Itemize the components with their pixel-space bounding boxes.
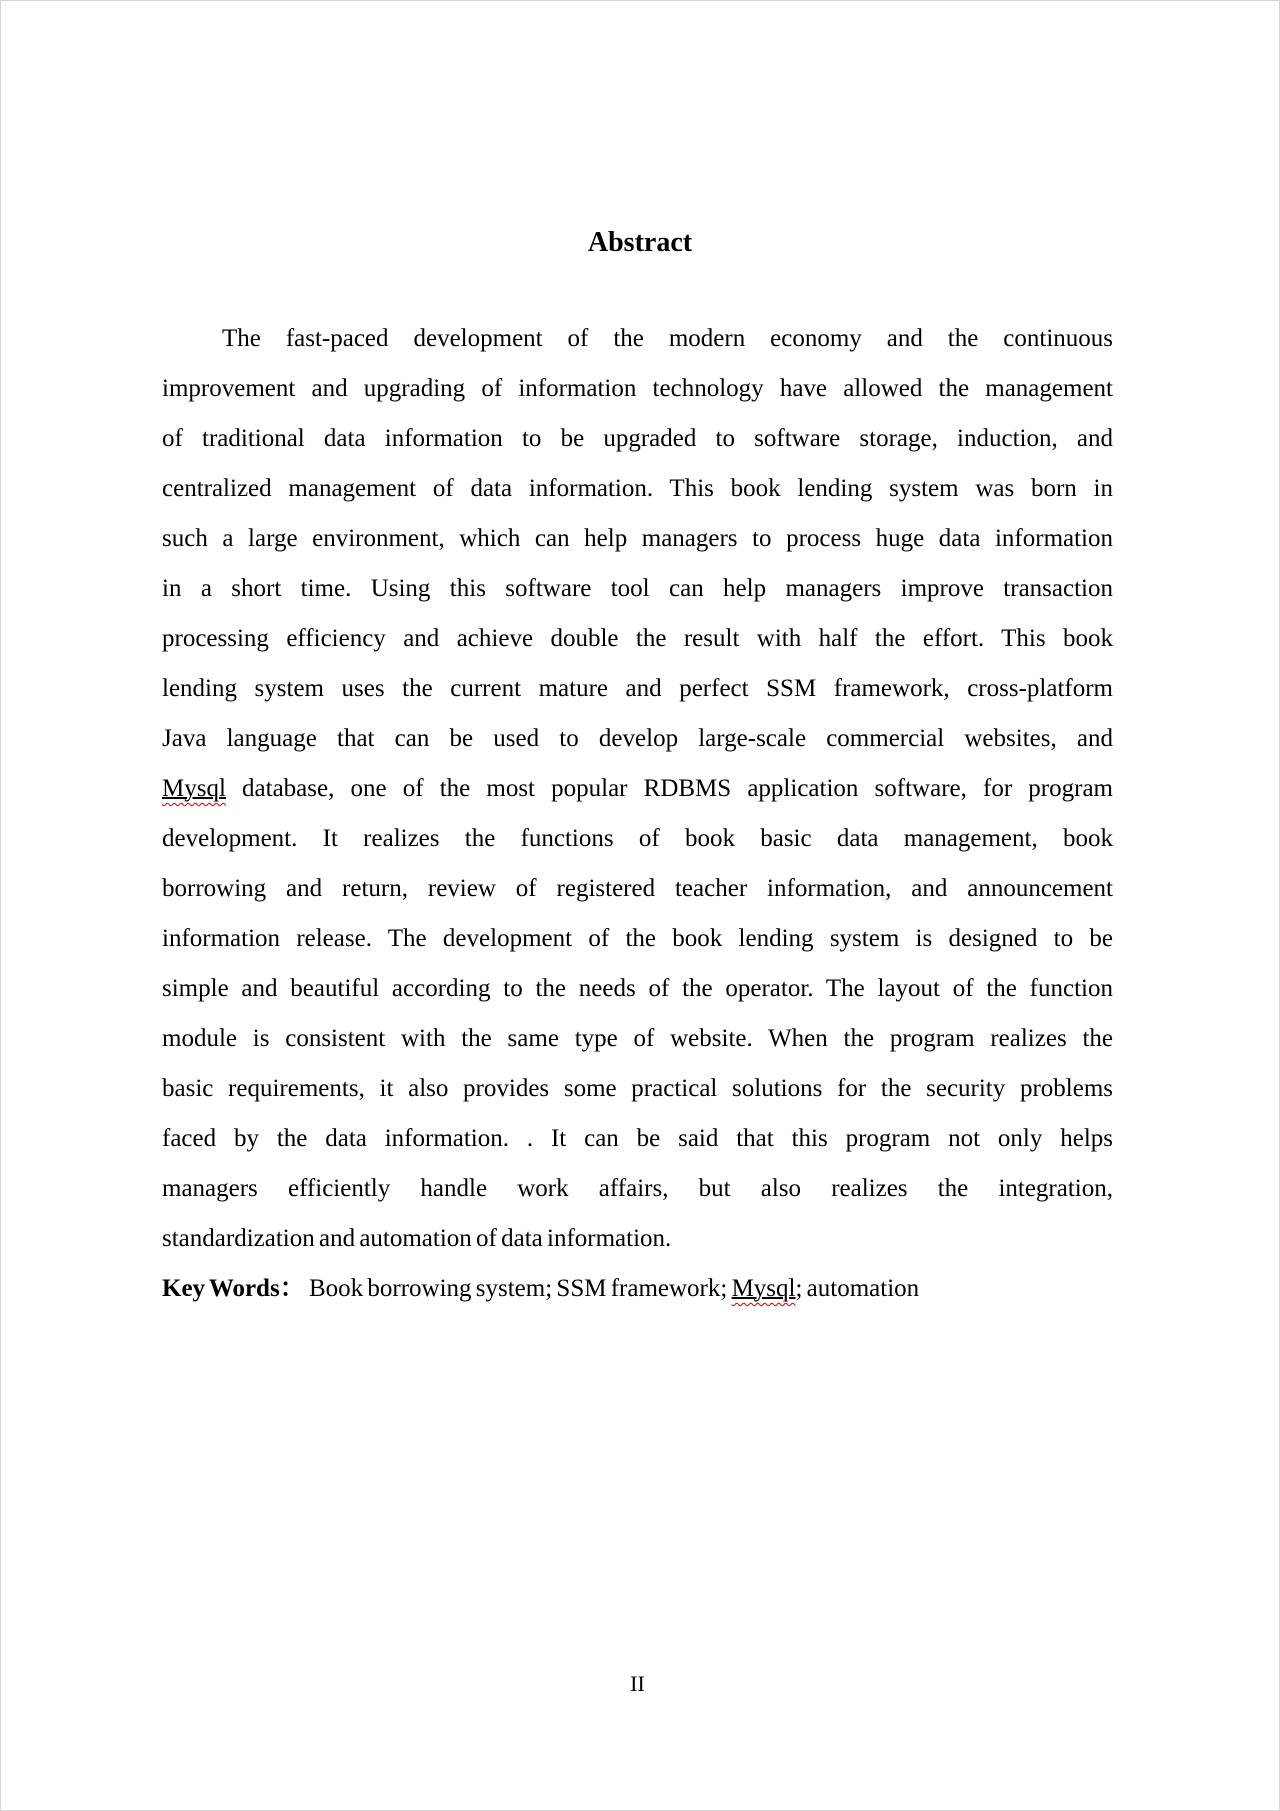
keywords-label: Key Words： — [162, 1275, 305, 1302]
abstract-line: simple and beautiful according to the needs of the operator. The layout of the function — [162, 975, 1113, 1002]
abstract-line: improvement and upgrading of information technology have allowed the management — [162, 375, 1113, 402]
abstract-line: faced by the data information. . It can be said that this program not only helps — [162, 1125, 1113, 1152]
abstract-line: basic requirements, it also provides some practical solutions for the security problems — [162, 1075, 1113, 1102]
abstract-line: processing efficiency and achieve double the result with half the effort. This book — [162, 625, 1113, 652]
spellcheck-squiggle: Mysql — [162, 775, 226, 802]
abstract-line: of traditional data information to be upgraded to software storage, induction, and — [162, 425, 1113, 452]
abstract-line: in a short time. Using this software tool can help managers improve transaction — [162, 575, 1113, 602]
abstract-line: development. It realizes the functions of book basic data management, book — [162, 825, 1113, 852]
abstract-line: information release. The development of the book lending system is designed to be — [162, 925, 1113, 952]
abstract-line: standardization and automation of data information. — [162, 1225, 672, 1252]
abstract-line: The fast-paced development of the modern economy and the continuous — [222, 325, 1113, 352]
abstract-line: managers efficiently handle work affairs, but also realizes the integration, — [162, 1175, 1113, 1202]
abstract-line: Mysql database, one of the most popular RDBMS application software, for program — [162, 775, 1113, 802]
abstract-line: Java language that can be used to develop large-scale commercial websites, and — [162, 725, 1113, 752]
abstract-line: module is consistent with the same type of website. When the program realizes the — [162, 1025, 1113, 1052]
keywords-line: Key Words： Book borrowing system; SSM framework; Mysql; automation — [162, 1275, 920, 1302]
misspelled-word — [162, 775, 226, 802]
spellcheck-squiggle: Mysql — [731, 1275, 796, 1302]
abstract-line: such a large environment, which can help managers to process huge data information — [162, 525, 1113, 552]
abstract-line: borrowing and return, review of registered teacher information, and announcement — [162, 875, 1113, 902]
page-number: II — [630, 1671, 645, 1696]
misspelled-word — [732, 1275, 796, 1302]
abstract-line: centralized management of data information. This book lending system was born in — [162, 475, 1113, 502]
abstract-line: lending system uses the current mature and perfect SSM framework, cross-platform — [162, 675, 1113, 702]
abstract-body — [162, 314, 1113, 1314]
page-title: Abstract — [587, 227, 693, 258]
